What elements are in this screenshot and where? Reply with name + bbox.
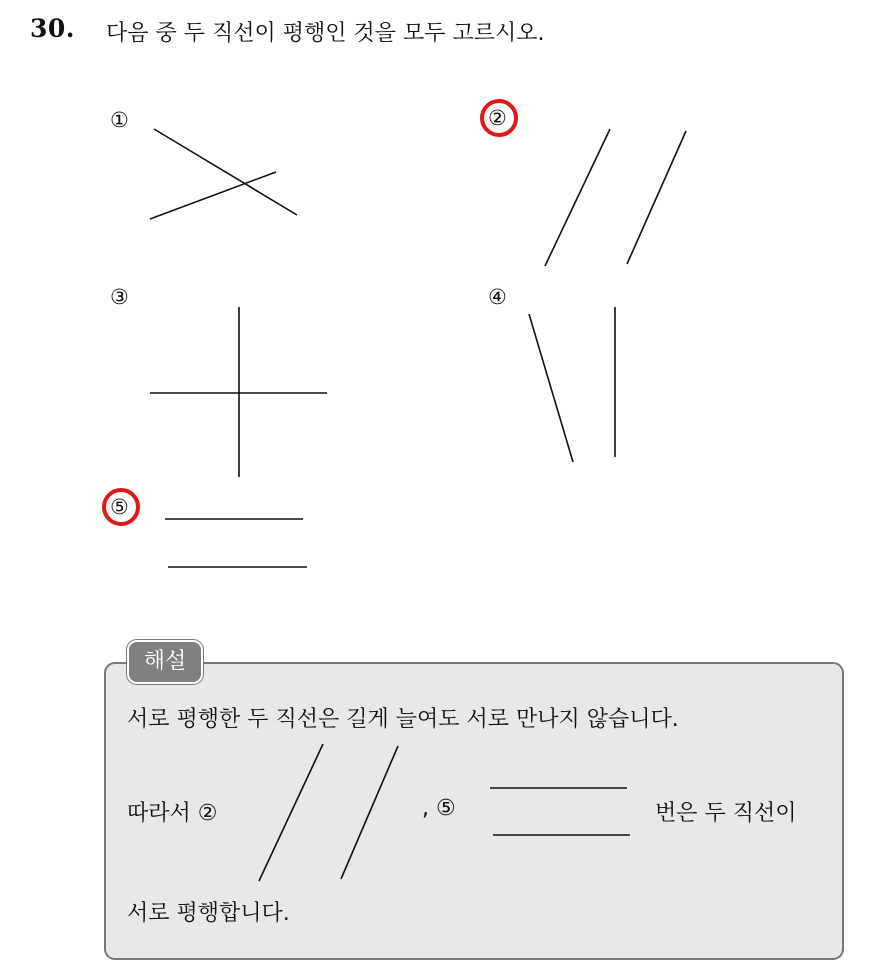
question-number: 30. xyxy=(30,14,75,43)
solution-line-3: 서로 평행합니다. xyxy=(127,901,290,926)
solution-figure-2-line-b xyxy=(341,746,398,879)
option-1-label[interactable]: ① xyxy=(110,108,129,132)
option-2-label[interactable]: ② xyxy=(488,106,507,130)
option-4-label[interactable]: ④ xyxy=(488,285,507,309)
option-5-label[interactable]: ⑤ xyxy=(110,495,129,519)
solution-line-2-suffix: 번은 두 직선이 xyxy=(655,801,797,826)
solution-line-2-mid: , ⑤ xyxy=(422,796,456,821)
question-text: 다음 중 두 직선이 평행인 것을 모두 고르시오. xyxy=(106,21,545,46)
option-3-label[interactable]: ③ xyxy=(110,285,129,309)
solution-line-1: 서로 평행한 두 직선은 길게 늘여도 서로 만나지 않습니다. xyxy=(127,707,679,732)
solution-figure-5 xyxy=(490,788,630,835)
solution-line-2-prefix: 따라서 ② xyxy=(127,801,218,826)
solution-tag: 해설 xyxy=(127,640,203,684)
solution-figure-2-line-a xyxy=(259,744,323,881)
solution-figure-2 xyxy=(259,744,398,881)
